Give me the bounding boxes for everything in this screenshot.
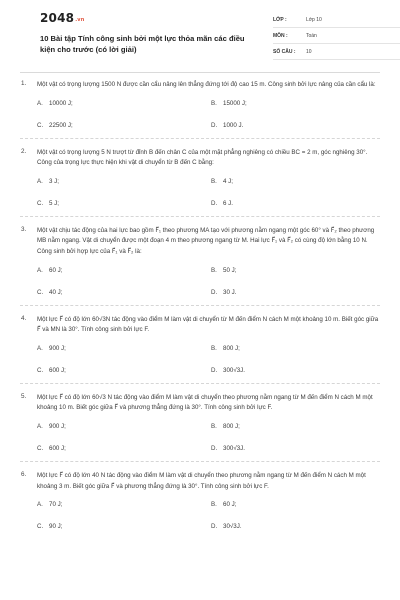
answer-option[interactable]: [211, 523, 385, 530]
question-number: 2.: [21, 147, 27, 155]
answer-option[interactable]: [211, 345, 385, 352]
question-number: 5.: [21, 392, 27, 400]
question-number: 3.: [21, 225, 27, 233]
option-letter: A.: [37, 422, 43, 430]
option-text: 4 J;: [223, 177, 233, 185]
option-letter: D.: [211, 199, 218, 207]
answer-option[interactable]: [37, 501, 211, 508]
question-text: Một lực F⃗ có độ lớn 40 N tác động vào điểm M làm vật di chuyển theo phương nằm ngang từ M đến điểm N cách M một khoảng 3 m. Biết góc giữa F⃗ và phương thẳng đứng là 30°. Tính công sinh bởi lực F.: [37, 471, 366, 490]
option-text: 22500 J;: [49, 121, 73, 129]
answer-option[interactable]: [37, 267, 211, 274]
option-text: 30 J.: [223, 288, 237, 296]
option-letter: C.: [37, 199, 44, 207]
answer-option[interactable]: [211, 200, 385, 207]
option-text: 30√3J.: [223, 523, 242, 531]
answer-option[interactable]: [37, 178, 211, 185]
answer-option[interactable]: [211, 122, 385, 129]
option-letter: C.: [37, 444, 44, 452]
question-text: Một lực F⃗ có độ lớn 60√3 N tác động vào điểm M làm vật di chuyển theo phương nằm ngang từ M đến điểm N cách M một khoảng 10 m. Biết góc giữa F⃗ và phương thẳng đứng là 30°. Tính công sinh bởi lực F.: [37, 393, 373, 412]
option-letter: D.: [211, 444, 218, 452]
question-item: [20, 80, 380, 139]
option-text: 90 J;: [49, 523, 63, 531]
option-text: 50 J;: [223, 266, 237, 274]
option-letter: B.: [211, 99, 217, 107]
option-text: 800 J;: [223, 344, 240, 352]
meta-table: [273, 12, 400, 60]
answer-option[interactable]: [37, 200, 211, 207]
answer-options: [37, 501, 380, 530]
answer-option[interactable]: [211, 501, 385, 508]
answer-option[interactable]: [37, 289, 211, 296]
option-text: 70 J;: [49, 501, 63, 509]
answer-options: [37, 345, 380, 374]
question-text: Một vật có trọng lượng 5 N trượt từ đỉnh B đến chân C của một mặt phẳng nghiêng có chiều BC = 2 m, góc nghiêng 30°. Công của trọng lực thực hiện khi vật di chuyển từ B đến C bằng:: [37, 148, 368, 167]
header-divider: [20, 72, 380, 73]
page-header: [20, 0, 380, 66]
option-text: 60 J;: [49, 266, 63, 274]
option-text: 800 J;: [223, 422, 240, 430]
option-letter: B.: [211, 177, 217, 185]
answer-option[interactable]: [211, 289, 385, 296]
option-letter: C.: [37, 288, 44, 296]
option-letter: C.: [37, 366, 44, 374]
option-letter: A.: [37, 344, 43, 352]
question-number: 6.: [21, 470, 27, 478]
option-letter: A.: [37, 266, 43, 274]
option-letter: D.: [211, 366, 218, 374]
meta-value: Toán: [306, 32, 317, 39]
question-list: [20, 80, 380, 548]
option-letter: D.: [211, 121, 218, 129]
meta-row-class: [273, 12, 400, 28]
answer-option[interactable]: [37, 423, 211, 430]
answer-option[interactable]: [211, 178, 385, 185]
option-letter: D.: [211, 523, 218, 531]
page-title: 10 Bài tập Tính công sinh bởi một lực thỏa mãn các điều kiện cho trước (có lời giải): [40, 34, 245, 54]
question-number: 4.: [21, 314, 27, 322]
meta-label: SỐ CÂU :: [273, 48, 296, 55]
answer-option[interactable]: [37, 445, 211, 452]
option-text: 300√3J.: [223, 366, 245, 374]
answer-option[interactable]: [37, 367, 211, 374]
option-letter: B.: [211, 344, 217, 352]
answer-options: [37, 423, 380, 452]
meta-value: 10: [306, 48, 312, 55]
answer-option[interactable]: [37, 100, 211, 107]
meta-label: MÔN :: [273, 32, 288, 39]
question-item: [20, 148, 380, 217]
answer-option[interactable]: [211, 100, 385, 107]
meta-label: LỚP :: [273, 16, 287, 23]
option-text: 15000 J;: [223, 99, 247, 107]
option-text: 900 J;: [49, 422, 66, 430]
answer-option[interactable]: [211, 423, 385, 430]
option-text: 5 J;: [49, 199, 59, 207]
option-letter: C.: [37, 121, 44, 129]
option-text: 40 J;: [49, 288, 63, 296]
site-logo[interactable]: [40, 11, 85, 25]
option-letter: B.: [211, 422, 217, 430]
question-item: [20, 315, 380, 384]
option-text: 600 J;: [49, 444, 66, 452]
option-letter: B.: [211, 501, 217, 509]
logo-text: 2048: [40, 11, 75, 25]
option-letter: A.: [37, 99, 43, 107]
meta-row-count: [273, 44, 400, 60]
meta-value: Lớp 10: [306, 16, 322, 23]
option-text: 600 J;: [49, 366, 66, 374]
answer-option[interactable]: [37, 122, 211, 129]
question-item: [20, 471, 380, 539]
option-letter: B.: [211, 266, 217, 274]
option-letter: A.: [37, 501, 43, 509]
option-text: 10000 J;: [49, 99, 73, 107]
logo-domain: .vn: [75, 17, 85, 23]
answer-option[interactable]: [211, 445, 385, 452]
answer-options: [37, 178, 380, 207]
option-letter: C.: [37, 523, 44, 531]
option-text: 3 J;: [49, 177, 59, 185]
option-text: 1000 J.: [223, 121, 244, 129]
option-text: 6 J.: [223, 199, 233, 207]
answer-option[interactable]: [211, 367, 385, 374]
answer-option[interactable]: [37, 345, 211, 352]
meta-row-subject: [273, 28, 400, 44]
question-text: Một vật chịu tác động của hai lực bao gồm F⃗₁ theo phương MA tạo với phương nằm ngang một góc 60° và F⃗₂ theo phương MB nằm ngang. Vật di chuyển được một đoạn 4 m theo phương ngang từ M. Hai lực F⃗₁ và F⃗₂ có cùng độ lớn bằng 10 N. Công sinh bởi hợp lực của F⃗₁ và F⃗₂ là:: [37, 226, 375, 255]
option-text: 300√3J.: [223, 444, 245, 452]
option-letter: A.: [37, 177, 43, 185]
option-text: 900 J;: [49, 344, 66, 352]
answer-options: [37, 267, 380, 296]
option-letter: D.: [211, 288, 218, 296]
answer-option[interactable]: [211, 267, 385, 274]
question-item: [20, 393, 380, 462]
answer-options: [37, 100, 380, 129]
answer-option[interactable]: [37, 523, 211, 530]
question-item: [20, 226, 380, 306]
question-text: Một lực F⃗ có độ lớn 60√3N tác động vào điểm M làm vật di chuyển từ M đến điểm N cách M một khoảng 10 m. Biết góc giữa F⃗ và MN là 30°. Tính công sinh bởi lực F.: [37, 315, 379, 334]
option-text: 60 J;: [223, 501, 237, 509]
question-text: Một vật có trọng lượng 1500 N được cần cẩu nâng lên thẳng đứng tới độ cao 15 m. Công sinh bởi lực nâng của cần cẩu là:: [37, 81, 376, 88]
question-number: 1.: [21, 80, 27, 87]
